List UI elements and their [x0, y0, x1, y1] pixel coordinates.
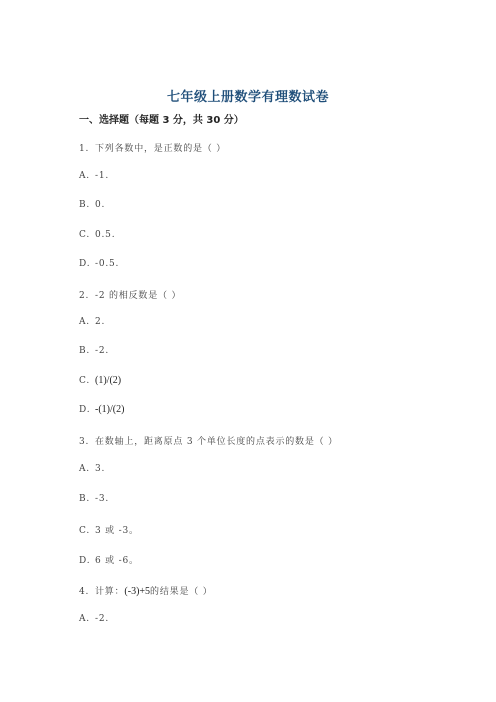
question-stem: 下列各数中，是正数的是（ ）: [95, 144, 227, 154]
question-4: [79, 584, 213, 597]
option-letter: A.: [79, 171, 90, 181]
option-letter: B.: [79, 346, 91, 356]
q1-option-b: [79, 200, 105, 210]
question-stem-suffix: 的结果是（ ）: [150, 587, 213, 597]
q1-option-d: [79, 259, 119, 269]
page-title: 七年级上册数学有理数试卷: [166, 90, 329, 105]
option-text: -(1)/(2): [95, 404, 125, 415]
option-text: -2.: [95, 346, 110, 356]
q3-option-a: [79, 464, 105, 474]
option-letter: C.: [79, 526, 91, 536]
option-letter: B.: [79, 200, 91, 210]
option-letter: C.: [79, 230, 91, 240]
q2-option-b: [79, 346, 109, 356]
question-1: [79, 141, 226, 154]
option-text: 2.: [95, 317, 106, 327]
question-number: 1.: [79, 144, 90, 154]
option-text: 3 或 -3。: [95, 526, 139, 536]
q2-option-d: [79, 404, 124, 415]
q2-option-a: [79, 317, 105, 327]
option-letter: A.: [79, 464, 90, 474]
option-text: (1)/(2): [95, 375, 122, 386]
option-text: 0.: [95, 200, 106, 210]
question-number: 2.: [79, 291, 90, 301]
option-letter: A.: [79, 317, 90, 327]
question-number: 4.: [79, 587, 90, 597]
q3-option-c: [79, 523, 139, 536]
option-text: 3.: [95, 464, 106, 474]
section-heading: 一、选择题（每题 3 分，共 30 分）: [79, 115, 244, 126]
q4-option-a: [79, 614, 109, 624]
option-letter: A.: [79, 614, 90, 624]
option-text: 6 或 -6。: [95, 556, 139, 566]
option-text: -2.: [95, 614, 110, 624]
option-letter: D.: [79, 405, 91, 415]
question-number: 3.: [79, 437, 90, 447]
question-3: [79, 434, 338, 447]
question-stem: 在数轴上，距离原点 3 个单位长度的点表示的数是（ ）: [95, 437, 338, 447]
q1-option-c: [79, 230, 115, 240]
q1-option-a: [79, 171, 109, 181]
option-letter: C.: [79, 376, 91, 386]
option-text: 0.5.: [95, 230, 116, 240]
option-text: -1.: [95, 171, 110, 181]
q2-option-c: [79, 375, 121, 386]
option-text: -0.5.: [95, 259, 120, 269]
option-letter: D.: [79, 259, 91, 269]
question-stem-prefix: 计算：: [95, 587, 125, 597]
q3-option-d: [79, 553, 139, 566]
q3-option-b: [79, 494, 109, 504]
question-stem: -2 的相反数是（ ）: [95, 291, 182, 301]
option-letter: D.: [79, 556, 91, 566]
option-letter: B.: [79, 494, 91, 504]
question-stem-expression: (-3)+5: [124, 586, 151, 597]
option-text: -3.: [95, 494, 110, 504]
question-2: [79, 288, 181, 301]
